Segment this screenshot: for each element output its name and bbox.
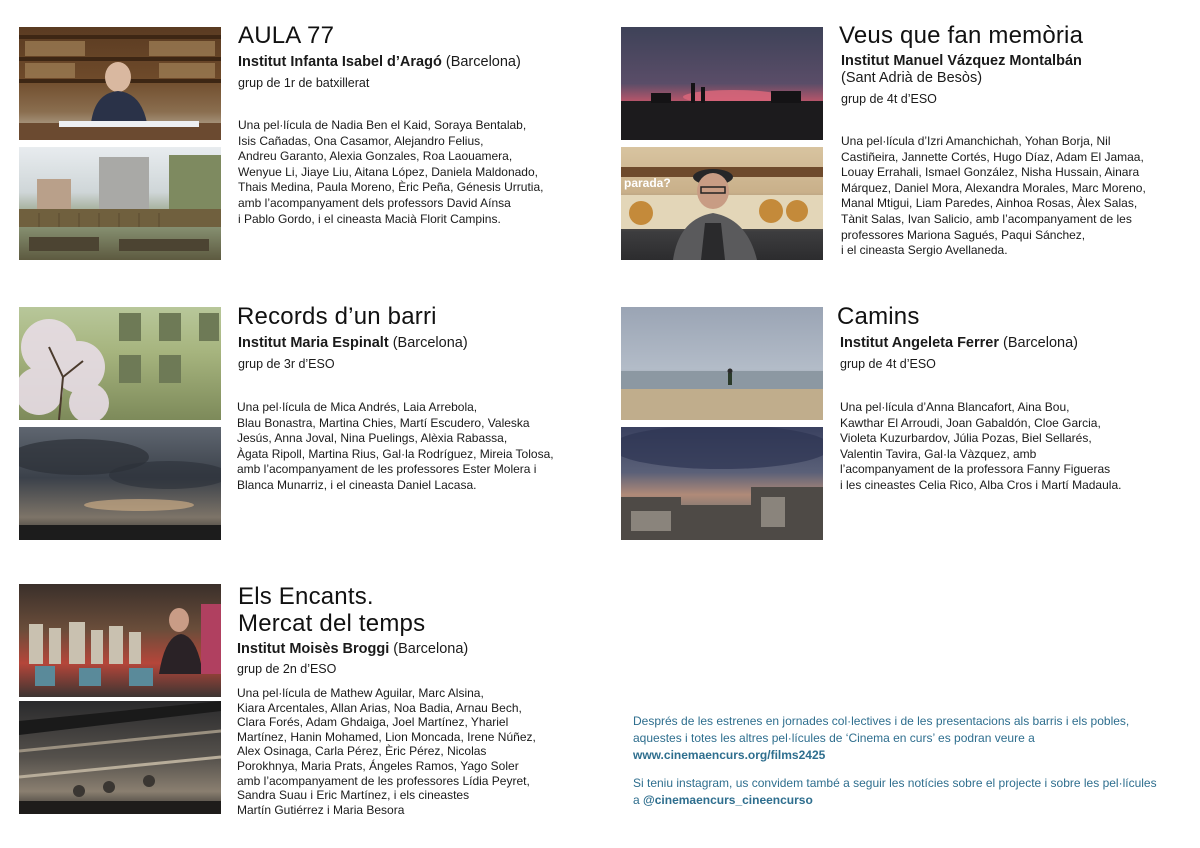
film-still-aula77-interview	[19, 27, 221, 140]
school-camins	[840, 335, 1078, 352]
films-website-link[interactable]: www.cinemaencurs.org/films2425	[633, 748, 826, 762]
school-name: Institut Maria Espinalt	[238, 335, 389, 351]
credit-line: amb l’acompanyament dels professors David Aínsa	[238, 195, 511, 210]
instagram-text: Si teniu instagram, us convidem també a seguir les notícies sobre el projecte i sobre les pel·lícules a	[633, 776, 1157, 807]
credits-records	[237, 400, 554, 494]
film-still-veus-sunset	[621, 27, 823, 140]
credit-line: i Pablo Gordo, i el cineasta Macià Florit Campins.	[238, 211, 501, 226]
instagram-handle-link[interactable]: @cinemaencurs_cineencurso	[643, 793, 813, 807]
film-title-line: AULA 77	[238, 22, 335, 49]
film-still-camins-beach	[621, 307, 823, 420]
credit-line: Violeta Kuzurbardov, Júlia Pozas, Biel Sellarés,	[840, 431, 1092, 446]
credit-line: Andreu Garanto, Alexia Gonzales, Roa Laouamera,	[238, 149, 513, 164]
credit-line: Manal Mtigui, Liam Paredes, Ainhoa Rosas, Àlex Salas,	[841, 196, 1138, 211]
film-title-line: Records d’un barri	[237, 303, 437, 330]
film-title-line: Els Encants.	[238, 583, 374, 610]
credit-line: Kawthar El Arroudi, Joan Gabaldón, Cloe Garcia,	[840, 415, 1101, 430]
credit-line: Castiñeira, Jannette Cortés, Hugo Díaz, Adam El Jamaa,	[841, 149, 1144, 164]
film-title-encants	[238, 583, 425, 637]
school-name: Institut Manuel Vázquez Montalbán	[841, 53, 1082, 69]
school-city: (Barcelona)	[393, 641, 469, 657]
credit-line: Porokhnya, Maria Prats, Ángeles Ramos, Yago Soler	[237, 758, 519, 773]
credit-line: Blanca Munarriz, i el cineasta Daniel Lacasa.	[237, 477, 477, 492]
credit-line: Una pel·lícula de Mathew Aguilar, Marc Alsina,	[237, 686, 484, 700]
grade-encants: grup de 2n d’ESO	[237, 662, 337, 676]
film-still-camins-rooftops	[621, 427, 823, 540]
credit-line: Tànit Salas, Ivan Salicio, amb l’acompanyament de les	[841, 211, 1132, 226]
credit-line: Martín Gutiérrez i Maria Besora	[237, 802, 405, 817]
credit-line: professores Mariona Sagués, Paqui Sánchez,	[841, 227, 1086, 242]
credit-line: Una pel·lícula d’Izri Amanchichah, Yohan Borja, Nil	[841, 134, 1111, 148]
film-still-encants-stall	[19, 584, 221, 697]
school-name: Institut Infanta Isabel d’Aragó	[238, 54, 442, 70]
school-city: (Barcelona)	[392, 335, 468, 351]
credit-line: Una pel·lícula d’Anna Blancafort, Aina Bou,	[840, 400, 1070, 414]
school-city: (Sant Adrià de Besòs)	[841, 70, 983, 86]
credits-camins	[840, 400, 1121, 494]
credits-encants	[237, 686, 536, 817]
film-title-records	[237, 303, 437, 330]
school-name: Institut Moisès Broggi	[237, 641, 390, 657]
credits-veus	[841, 134, 1146, 259]
credits-aula77	[238, 118, 543, 227]
film-still-veus-portrait	[621, 147, 823, 260]
grade-records: grup de 3r d’ESO	[238, 357, 335, 371]
film-title-line: Camins	[837, 303, 920, 330]
credit-line: i les cineastes Celia Rico, Alba Cros i Martí Madaula.	[840, 477, 1122, 492]
credit-line: Una pel·lícula de Mica Andrés, Laia Arrebola,	[237, 400, 478, 414]
credit-line: Alex Osinaga, Carla Pérez, Èric Pérez, Nicolas	[237, 744, 487, 759]
school-aula77	[238, 54, 521, 71]
school-city: (Barcelona)	[1003, 335, 1078, 351]
film-title-aula77	[238, 22, 334, 49]
school-encants	[237, 641, 468, 658]
credit-line: Sandra Suau i Eric Martínez, i els cineastes	[237, 788, 470, 803]
school-city: (Barcelona)	[445, 54, 521, 70]
credit-line: Blau Bonastra, Martina Chies, Martí Escudero, Valeska	[237, 415, 530, 430]
school-name: Institut Angeleta Ferrer	[840, 335, 999, 351]
credit-line: Una pel·lícula de Nadia Ben el Kaid, Soraya Bentalab,	[238, 118, 527, 132]
credit-line: Àgata Ripoll, Martina Rius, Gal·la Rodríguez, Mireia Tolosa,	[237, 446, 554, 461]
instagram-note	[633, 775, 1163, 809]
credit-line: Martínez, Hanin Mohamed, Lion Moncada, Irene Núñez,	[237, 729, 536, 744]
credit-line: Valentin Tavira, Gal·la Vàzquez, amb	[840, 446, 1037, 461]
school-records	[238, 335, 468, 352]
school-veus	[841, 53, 1082, 87]
credit-line: amb l’acompanyament de les professores Ester Molera i	[237, 462, 537, 477]
credit-line: Jesús, Anna Joval, Nina Puelings, Alèxia Rabassa,	[237, 431, 508, 446]
film-title-line: Veus que fan memòria	[839, 22, 1084, 49]
credit-line: Kiara Arcentales, Allan Arias, Noa Badia, Arnau Bech,	[237, 700, 522, 715]
credit-line: Isis Cañadas, Ona Casamor, Alejandro Felius,	[238, 133, 484, 148]
film-title-line: Mercat del temps	[238, 610, 426, 637]
credit-line: Thais Medina, Paula Moreno, Èric Peña, Génesis Urrutia,	[238, 180, 544, 195]
grade-veus: grup de 4t d’ESO	[841, 92, 937, 106]
film-still-aula77-garden	[19, 147, 221, 260]
screenings-note	[633, 713, 1163, 764]
credit-line: amb l’acompanyament de les professores Lídia Peyret,	[237, 773, 530, 788]
screenings-text: Després de les estrenes en jornades col·lectives i de les presentacions als barris i els pobles, aquestes i totes les altres pel·lícules de ‘Cinema en curs’ es podran veure a	[633, 714, 1130, 745]
film-title-camins	[837, 303, 920, 330]
credit-line: l’acompanyament de la professora Fanny Figueras	[840, 462, 1111, 477]
credit-line: Louay Errahali, Ismael González, Nisha Hussain, Ainara	[841, 165, 1140, 180]
credit-line: i el cineasta Sergio Avellaneda.	[841, 243, 1008, 258]
credit-line: Márquez, Daniel Mora, Alexandra Morales, Marc Moreno,	[841, 180, 1146, 195]
film-still-records-clouds	[19, 427, 221, 540]
credit-line: Clara Forés, Adam Ghdaiga, Joel Martínez, Yhariel	[237, 715, 509, 730]
film-still-encants-market-roof	[19, 701, 221, 814]
film-still-records-blossom	[19, 307, 221, 420]
grade-aula77: grup de 1r de batxillerat	[238, 76, 370, 90]
svg-text:parada?: parada?	[624, 176, 671, 190]
credit-line: Wenyue Li, Jiaye Liu, Aitana López, Daniela Maldonado,	[238, 164, 538, 179]
grade-camins: grup de 4t d’ESO	[840, 357, 936, 371]
film-title-veus	[839, 22, 1083, 49]
